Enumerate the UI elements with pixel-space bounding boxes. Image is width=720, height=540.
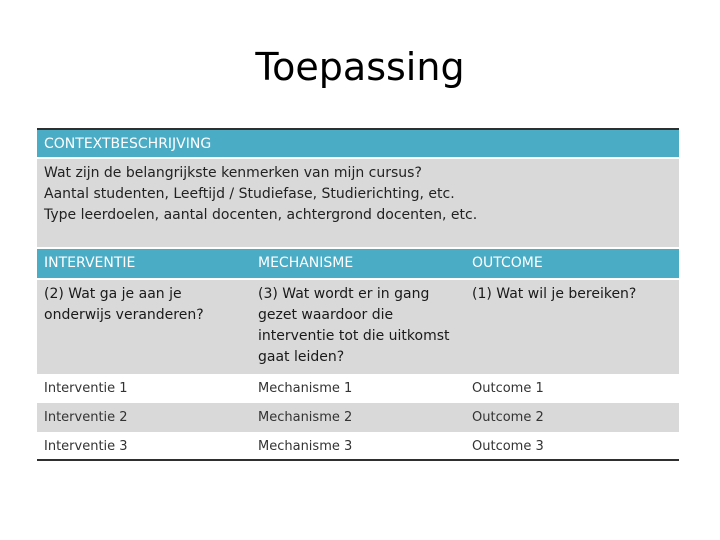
description-mechanisme: (3) Wat wordt er in gang gezet waardoor die interventie tot die uitkomst gaat leiden?: [258, 286, 450, 365]
table-cell: Interventie 1: [44, 381, 128, 396]
column-header-mechanisme: MECHANISME: [258, 255, 354, 271]
table-row: [37, 432, 679, 461]
context-line: Type leerdoelen, aantal docenten, achtergrond docenten, etc.: [44, 207, 478, 223]
column-header-row: [37, 249, 679, 278]
slide-title: Toepassing: [255, 45, 465, 89]
description-row: [37, 280, 679, 374]
description-outcome: (1) Wat wil je bereiken?: [472, 286, 637, 302]
table-cell: Mechanisme 1: [258, 381, 353, 396]
context-description: [37, 159, 679, 249]
context-header: CONTEXTBESCHRIJVING: [37, 128, 679, 157]
table-cell: Outcome 2: [472, 410, 544, 425]
table-cell: Mechanisme 2: [258, 410, 353, 425]
context-line: Aantal studenten, Leeftijd / Studiefase, Studierichting, etc.: [44, 186, 455, 202]
description-interventie: (2) Wat ga je aan je onderwijs veranderen?: [44, 286, 204, 323]
table-cell: Mechanisme 3: [258, 439, 353, 454]
context-line: Wat zijn de belangrijkste kenmerken van mijn cursus?: [44, 165, 422, 181]
table-cell: Outcome 3: [472, 439, 544, 454]
table-row: [37, 374, 679, 403]
table-row: [37, 403, 679, 432]
column-header-interventie: INTERVENTIE: [44, 255, 136, 271]
table-cell: Interventie 2: [44, 410, 128, 425]
cmo-table: [37, 128, 679, 461]
table-cell: Interventie 3: [44, 439, 128, 454]
column-header-outcome: OUTCOME: [472, 255, 543, 271]
table-cell: Outcome 1: [472, 381, 544, 396]
